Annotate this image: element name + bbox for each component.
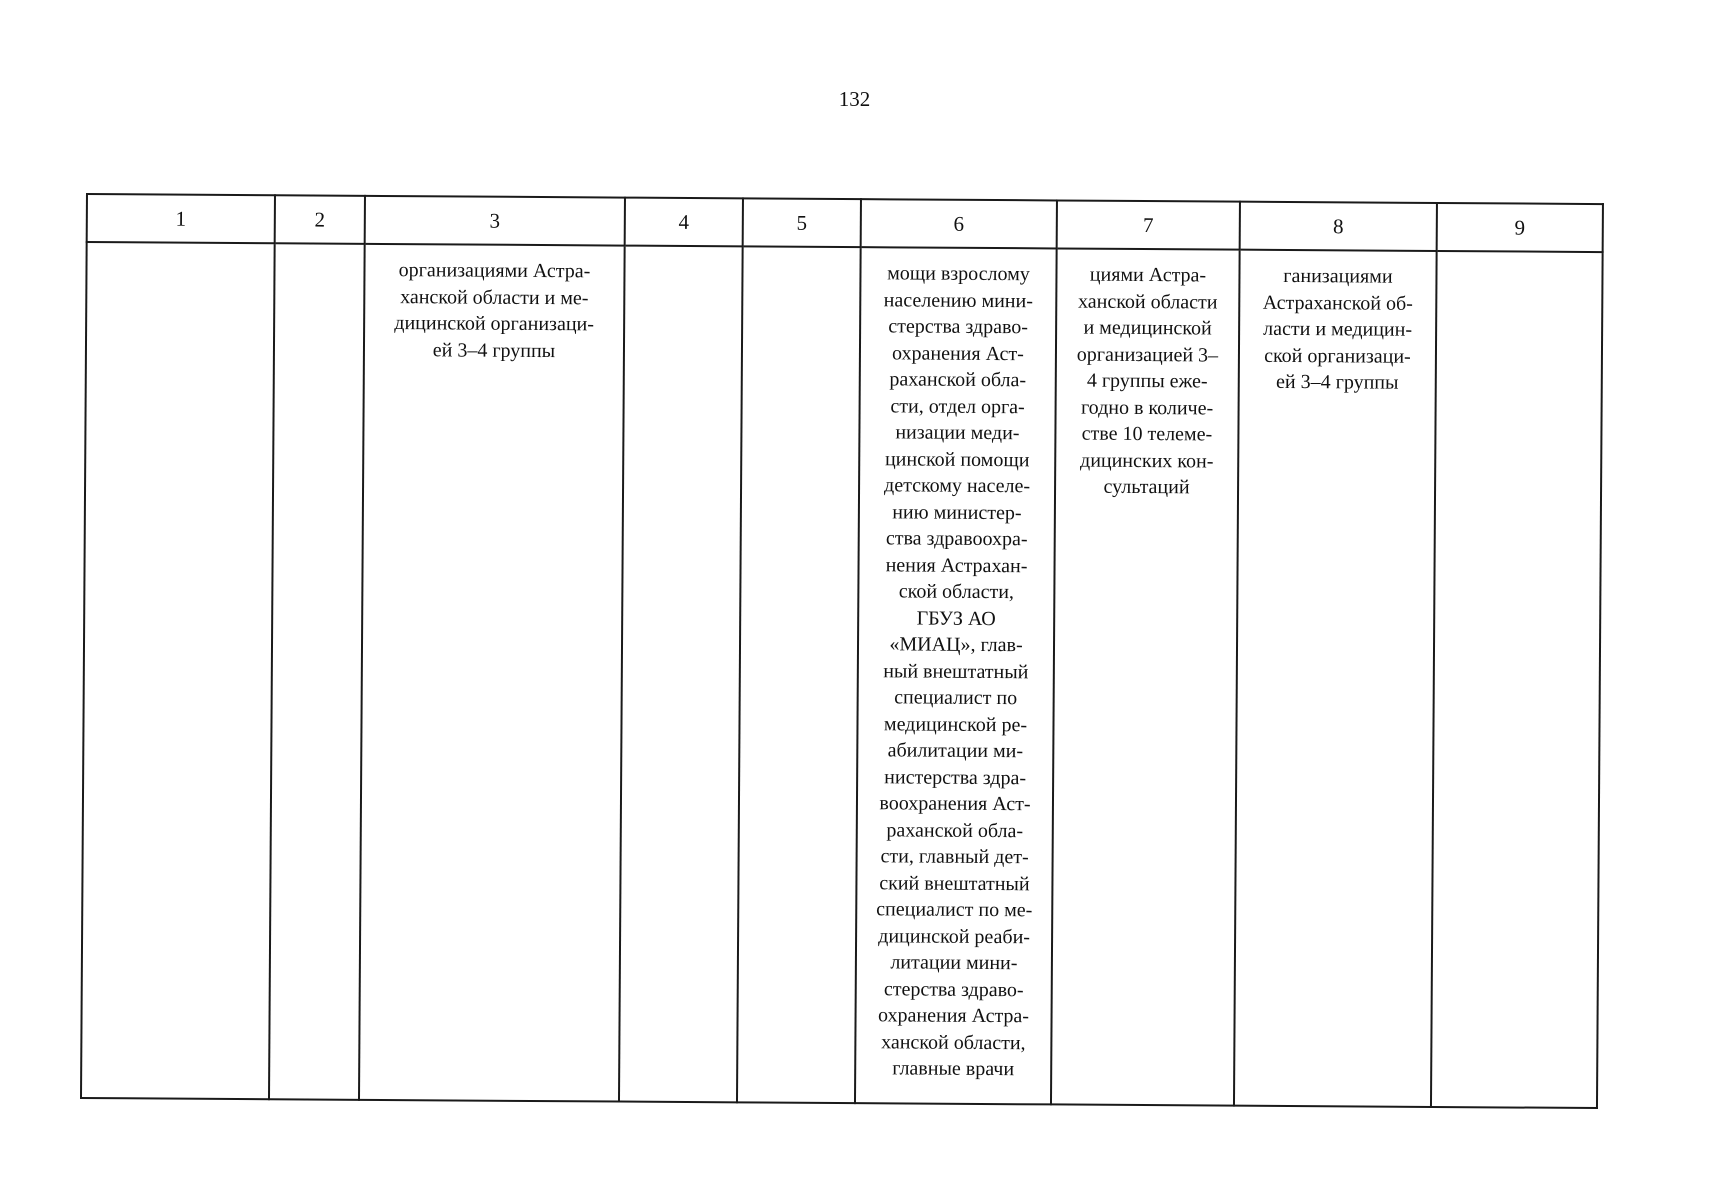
cell-text-col-9	[1438, 264, 1602, 265]
cell-text-col-2	[276, 256, 364, 257]
cell-text-col-5	[744, 259, 860, 260]
column-header-4: 4	[625, 198, 743, 247]
cell-text-col-7: циями Астра- ханской области и медицинской организацией 3– 4 группы еже- годно в количе- стве 10 телеме- дицинских кон- сультаций	[1076, 263, 1219, 499]
cell-text-col-3: организациями Астра- ханской области и ме- дицинской организаци- ей 3–4 группы	[394, 259, 595, 362]
column-header-8: 8	[1240, 202, 1437, 251]
table-cell-col-1	[81, 242, 275, 1099]
column-header-9: 9	[1437, 203, 1603, 252]
table-cell-col-2	[269, 243, 365, 1100]
table-cell-col-6	[855, 247, 1057, 1104]
table-row	[81, 242, 1603, 1108]
column-header-7: 7	[1057, 200, 1240, 249]
table-cell-col-7	[1051, 248, 1240, 1105]
cell-text-col-8: ганизациями Астраханской об- ласти и медицин- ской организаци- ей 3–4 группы	[1262, 264, 1413, 394]
column-header-6: 6	[861, 199, 1057, 248]
column-header-5: 5	[743, 198, 861, 247]
column-header-2: 2	[275, 195, 365, 244]
table-cell-col-5	[737, 246, 861, 1103]
column-header-3: 3	[365, 196, 625, 246]
table-cell-col-8	[1234, 250, 1437, 1107]
table-cell-col-9	[1431, 251, 1603, 1108]
cell-text-col-1	[88, 255, 274, 256]
column-header-1: 1	[87, 194, 275, 243]
page-number: 132	[838, 87, 871, 111]
cell-text-col-6: мощи взрослому населению мини- стерства здраво- охранения Аст- раханской обла- сти, отдел орга- низации меди- цинской помощи детскому населе- нию министер- ства здравоохра- нения Астрахан- ской области, ГБУЗ АО «МИАЦ», глав- ный внештатный специалист по медицинской ре- абилитации ми- нистерства здра- воохранения Аст- раханской обла- сти, главный дет- ский внештатный специалист по ме- дицинской реаби- литации мини- стерства здраво- охранения Астра- ханской области, главные врачи	[876, 262, 1033, 1081]
table-cell-col-4	[619, 246, 743, 1103]
document-table	[80, 193, 1604, 1109]
table-cell-col-3	[359, 244, 625, 1102]
cell-text-col-4	[626, 259, 742, 260]
